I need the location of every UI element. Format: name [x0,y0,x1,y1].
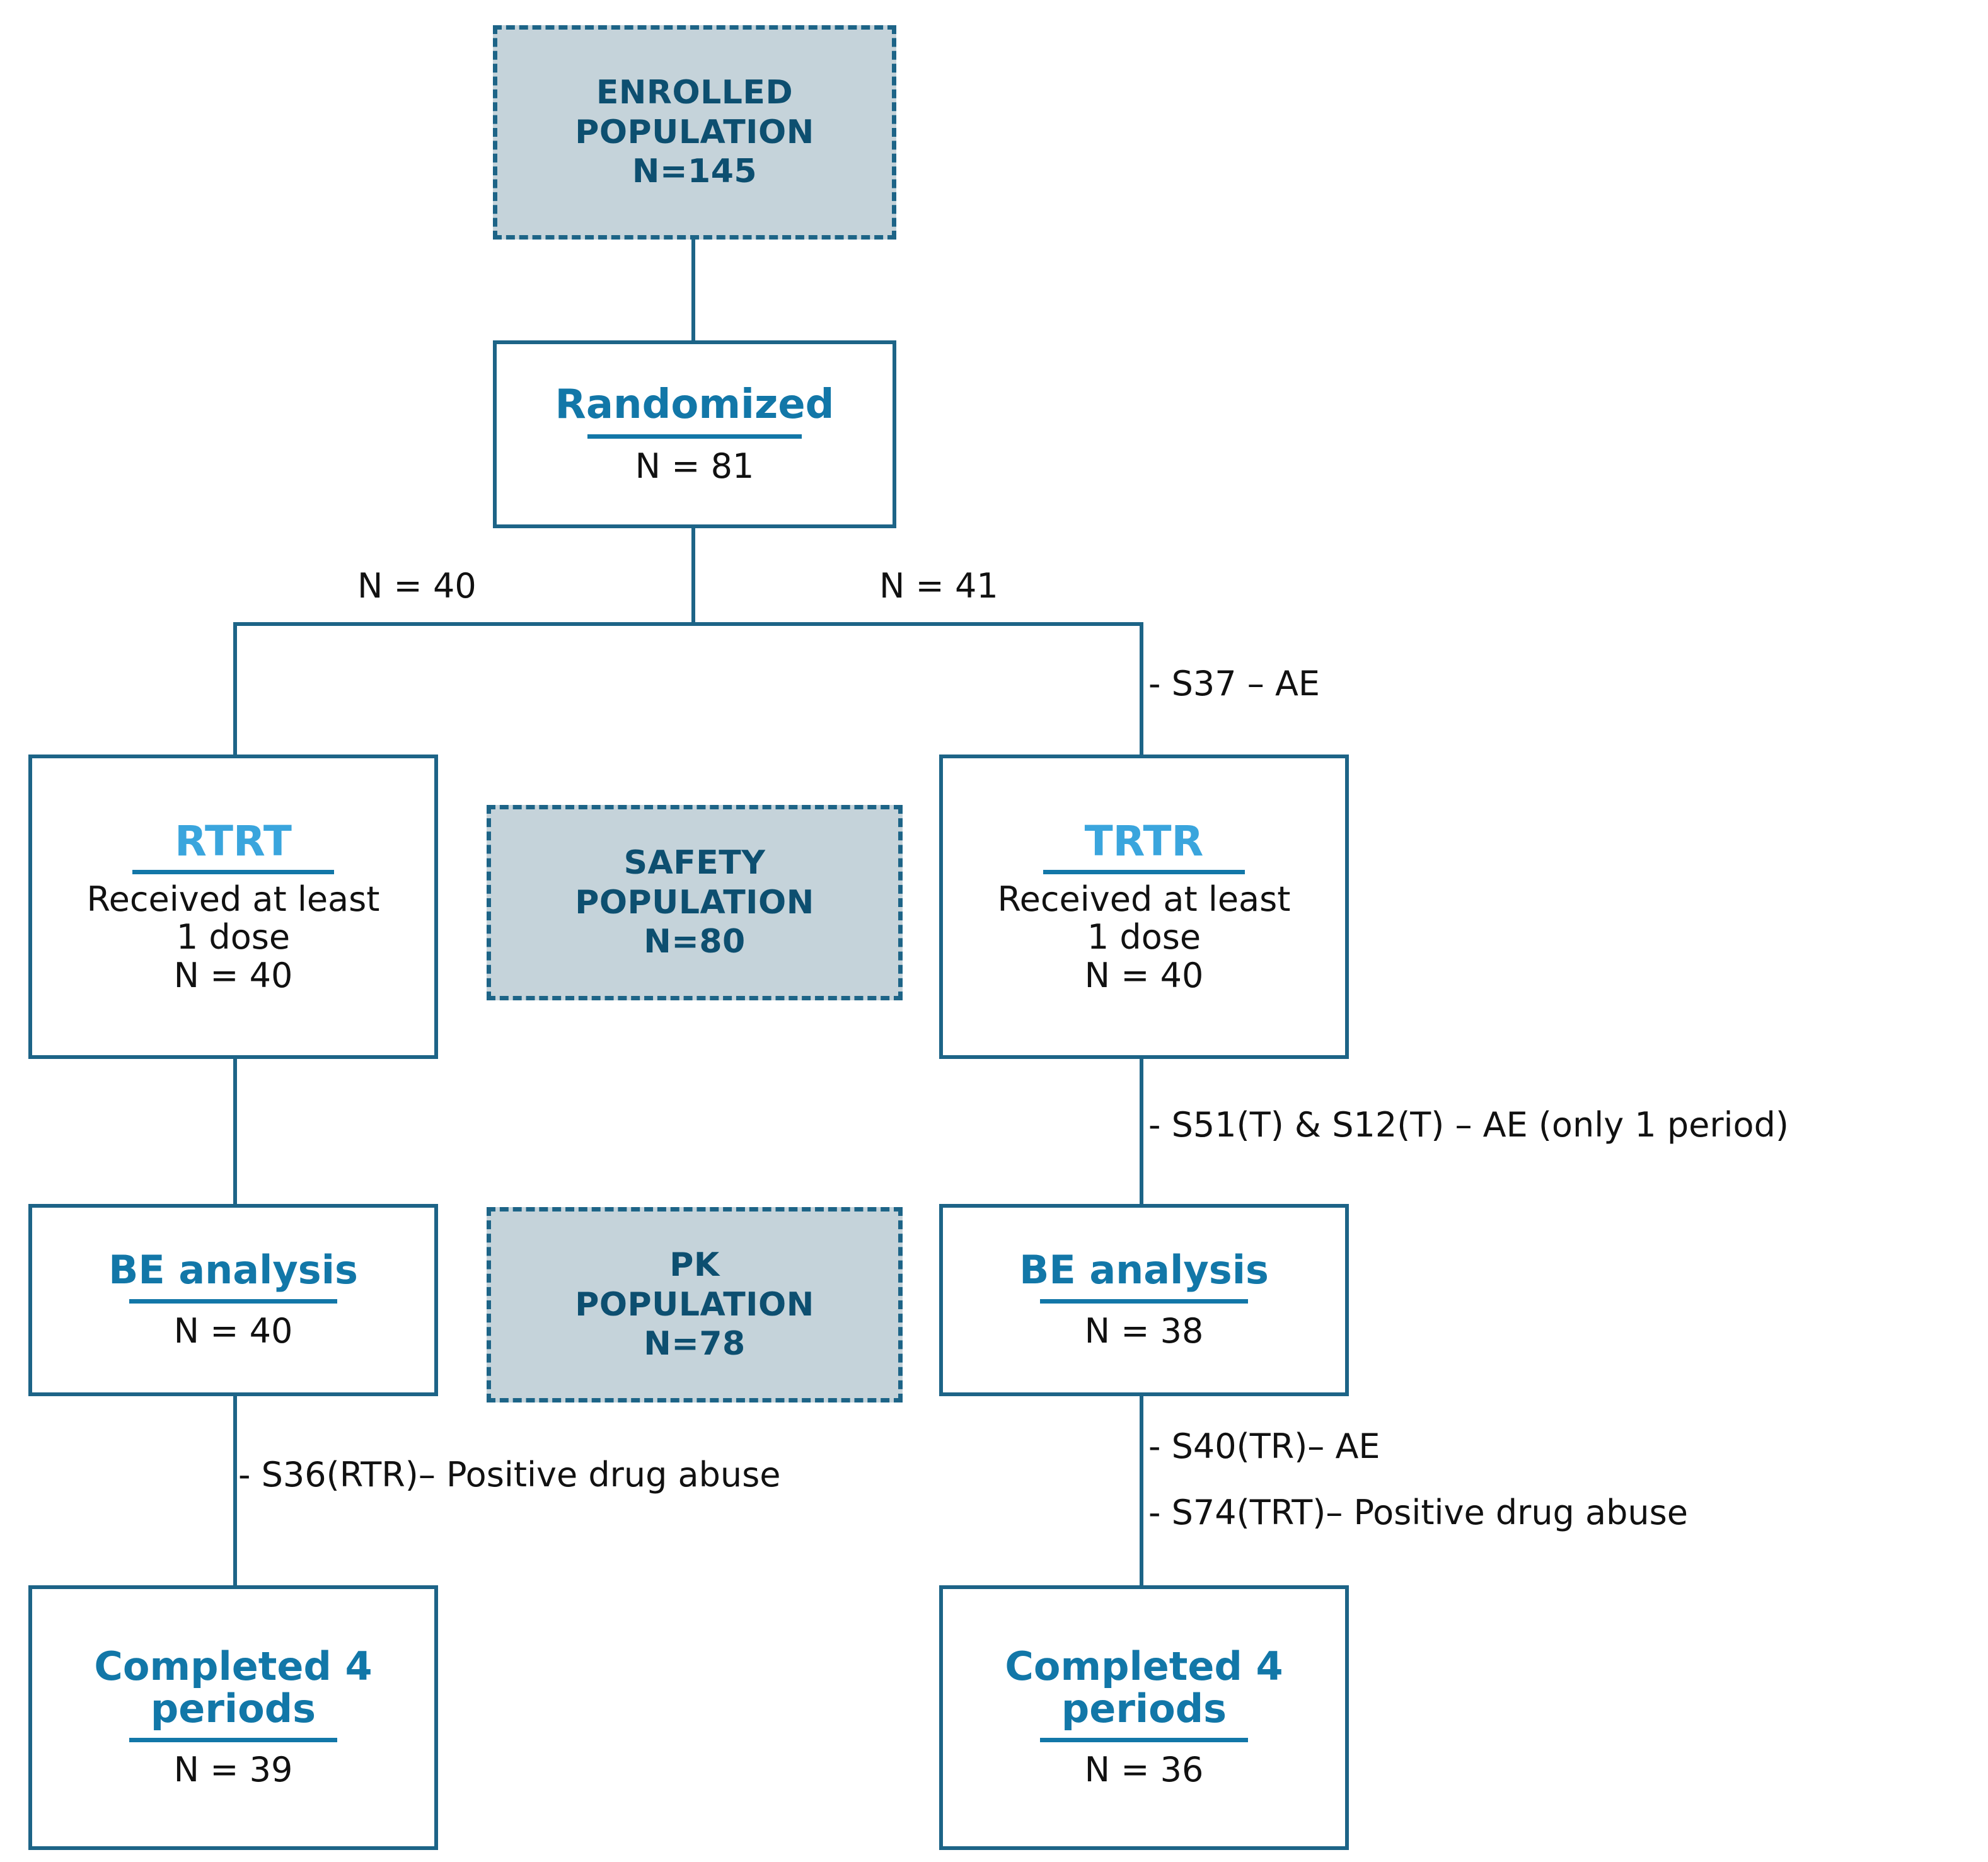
connector-split-horizontal [233,622,1143,626]
randomized-divider [587,434,802,439]
enrolled-line2: POPULATION [575,113,814,151]
enrolled-line1: ENROLLED [596,74,794,112]
be-left-divider [129,1299,337,1304]
randomized-count: N = 81 [635,446,754,486]
be-right-count: N = 38 [1084,1311,1204,1351]
completed-right-title-2: periods [1061,1686,1227,1732]
pk-line2: POPULATION [575,1285,814,1324]
completed-right-title-1: Completed 4 [1005,1643,1283,1690]
node-enrolled-population [493,25,896,240]
completed-left-title-1: Completed 4 [94,1643,373,1690]
node-safety-population [487,805,903,1000]
completed-left-count: N = 39 [173,1750,293,1790]
node-completed-left [28,1585,438,1850]
node-pk-population [487,1207,903,1402]
be-left-count: N = 40 [173,1311,293,1351]
node-rtrt [28,755,438,1059]
safety-line1: SAFETY [623,844,766,882]
safety-line2: POPULATION [575,883,814,922]
node-randomized [493,340,896,528]
node-trtr [939,755,1349,1059]
trtr-divider [1043,870,1245,874]
enrolled-count: N=145 [632,153,758,191]
connector-to-trtr [1140,622,1143,755]
be-right-divider [1040,1299,1248,1304]
rtrt-divider [132,870,334,874]
trtr-title: TRTR [1084,816,1204,865]
be-right-title: BE analysis [1019,1247,1269,1293]
safety-count: N=80 [644,923,746,961]
edge-label-drop-s51-s12: - S51(T) & S12(T) – AE (only 1 period) [1148,1105,1789,1145]
trtr-desc-line2: 1 dose [1087,917,1201,957]
connector-be-left-to-completed-left [233,1396,237,1585]
rtrt-title: RTRT [175,816,292,865]
node-be-analysis-left [28,1204,438,1396]
completed-left-title-2: periods [150,1686,316,1732]
rtrt-count: N = 40 [173,955,293,995]
pk-count: N=78 [644,1325,746,1363]
edge-label-drop-s36: - S36(RTR)– Positive drug abuse [238,1455,781,1495]
node-be-analysis-right [939,1204,1349,1396]
rtrt-desc-line1: Received at least [86,879,380,919]
connector-randomized-down [691,528,695,624]
connector-be-right-to-completed-right [1140,1396,1143,1585]
completed-right-count: N = 36 [1084,1750,1204,1790]
edge-label-drop-s40: - S40(TR)– AE [1148,1426,1380,1466]
randomized-title: Randomized [555,381,835,428]
connector-to-rtrt [233,622,237,755]
node-completed-right [939,1585,1349,1850]
edge-label-left-branch: N = 40 [357,566,477,606]
be-left-title: BE analysis [108,1247,358,1293]
completed-right-divider [1040,1738,1248,1742]
completed-left-divider [129,1738,337,1742]
edge-label-right-branch: N = 41 [879,566,998,606]
trtr-desc-line1: Received at least [997,879,1291,919]
connector-rtrt-to-be-left [233,1059,237,1204]
rtrt-desc-line2: 1 dose [176,917,291,957]
pk-line1: PK [669,1246,720,1285]
connector-trtr-to-be-right [1140,1059,1143,1204]
edge-label-drop-s37: - S37 – AE [1148,664,1321,703]
trtr-count: N = 40 [1084,955,1204,995]
edge-label-drop-s74: - S74(TRT)– Positive drug abuse [1148,1493,1688,1532]
connector-enrolled-to-randomized [691,238,695,341]
